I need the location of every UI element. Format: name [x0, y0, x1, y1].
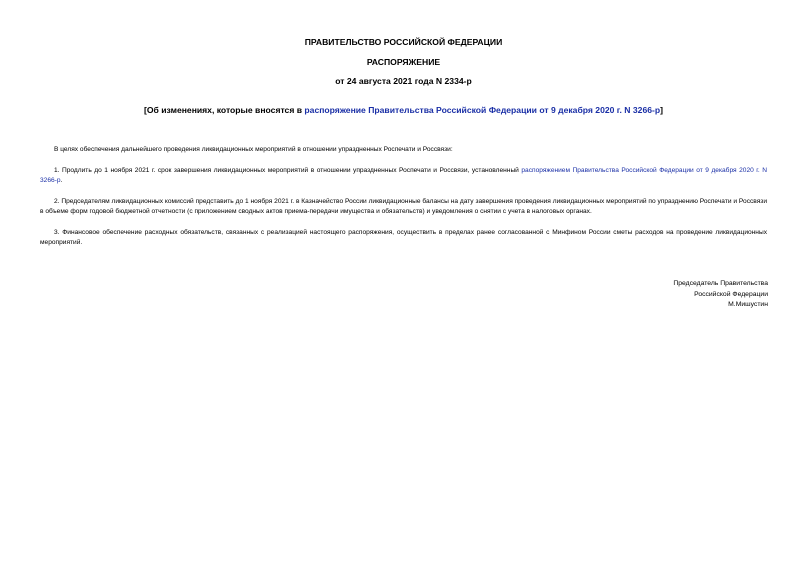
item-1-end: . [60, 177, 63, 184]
signature-title: Председатель Правительства [673, 280, 768, 287]
subject-open: [Об изменениях, которые вносятся в [144, 105, 305, 115]
document-type: РАСПОРЯЖЕНИЕ [366, 57, 441, 67]
preamble-paragraph: В целях обеспечения дальнейшего проведения ликвидационных мероприятий в отношении упраздненных Роспечати и Россвязи: [54, 146, 453, 153]
subject-close: ] [660, 105, 663, 115]
item-1-text: 1. Продлить до 1 ноября 2021 г. срок завершения ликвидационных мероприятий в отношении упраздненных Роспечати и Россвязи, установленный [54, 167, 522, 174]
document-subject [0, 105, 807, 115]
document-date-number: от 24 августа 2021 года N 2334-р [335, 76, 472, 86]
item-3-paragraph: 3. Финансовое обеспечение расходных обязательств, связанных с реализацией настоящего распоряжения, осуществить в пределах ранее согласованной с Минфином России сметы расходов на проведение ликвидационных мероприятий. [40, 229, 767, 246]
item-1-link[interactable]: распоряжением Правительства Российской Федерации от 9 декабря 2020 г. N 3266-р [40, 167, 767, 184]
issuing-authority: ПРАВИТЕЛЬСТВО РОССИЙСКОЙ ФЕДЕРАЦИИ [304, 37, 503, 47]
signature-block [568, 279, 768, 311]
item-1-paragraph [40, 166, 767, 186]
subject-link[interactable]: распоряжение Правительства Российской Федерации от 9 декабря 2020 г. N 3266-р [304, 105, 661, 115]
item-2-paragraph: 2. Председателям ликвидационных комиссий представить до 1 ноября 2021 г. в Казначейство России ликвидационные балансы на дату завершения проведения ликвидационных мероприятий по упразднению Роспечати и Россвязи в объеме форм годовой бюджетной отчетности (с приложением сводных актов приема-передачи имущества и обязательств) и уведомления о снятии с учета в налоговых органах. [40, 198, 767, 215]
signature-subtitle: Российской Федерации [694, 290, 768, 298]
signature-name: М.Мишустин [728, 301, 768, 308]
